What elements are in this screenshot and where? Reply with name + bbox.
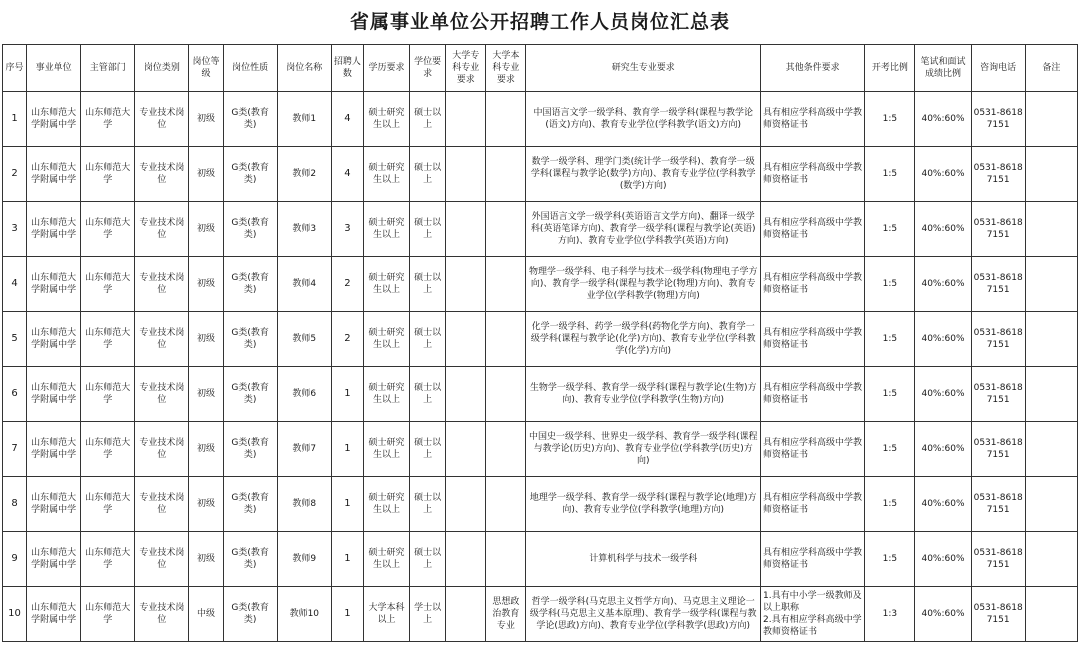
cell-level: 初级 (189, 367, 223, 422)
cell-grad-major: 物理学一级学科、电子科学与技术一级学科(物理电子学方向)、教育学一级学科(课程与教学论(物理)方向)、教育专业学位(学科教学(物理)方向) (526, 257, 761, 312)
cell-degree: 学士以上 (410, 587, 446, 642)
cell-no: 3 (3, 202, 27, 257)
cell-unit: 山东师范大学附属中学 (27, 367, 81, 422)
cell-score-ratio: 40%:60% (915, 587, 971, 642)
positions-table (2, 44, 1078, 642)
cell-grad-major: 外国语言文学一级学科(英语语言文学方向)、翻译一级学科(英语笔译方向)、教育学一级学科(课程与教学论(英语)方向)、教育专业学位(学科教学(英语)方向) (526, 202, 761, 257)
cell-note (1025, 312, 1077, 367)
cell-phone: 0531-86187151 (971, 147, 1025, 202)
cell-degree: 硕士以上 (410, 312, 446, 367)
cell-college-major (446, 202, 486, 257)
cell-unit: 山东师范大学附属中学 (27, 202, 81, 257)
cell-degree: 硕士以上 (410, 92, 446, 147)
cell-note (1025, 202, 1077, 257)
cell-nature: G类(教育类) (223, 367, 277, 422)
cell-note (1025, 147, 1077, 202)
cell-position-name: 教师7 (277, 422, 331, 477)
cell-undergrad-major (486, 422, 526, 477)
cell-education: 硕士研究生以上 (363, 422, 409, 477)
cell-college-major (446, 92, 486, 147)
cell-note (1025, 257, 1077, 312)
cell-score-ratio: 40%:60% (915, 367, 971, 422)
cell-nature: G类(教育类) (223, 422, 277, 477)
cell-education: 大学本科以上 (363, 587, 409, 642)
cell-level: 初级 (189, 312, 223, 367)
cell-phone: 0531-86187151 (971, 532, 1025, 587)
cell-no: 2 (3, 147, 27, 202)
column-header: 大学专科专业要求 (446, 45, 486, 92)
table-row (3, 422, 1078, 477)
cell-nature: G类(教育类) (223, 477, 277, 532)
cell-count: 1 (331, 422, 363, 477)
cell-count: 1 (331, 532, 363, 587)
cell-count: 4 (331, 147, 363, 202)
cell-unit: 山东师范大学附属中学 (27, 92, 81, 147)
cell-other-requirements: 具有相应学科高级中学教师资格证书 (761, 422, 865, 477)
cell-dept: 山东师范大学 (81, 587, 135, 642)
cell-education: 硕士研究生以上 (363, 367, 409, 422)
cell-other-requirements: 具有相应学科高级中学教师资格证书 (761, 147, 865, 202)
cell-no: 9 (3, 532, 27, 587)
cell-undergrad-major: 思想政治教育专业 (486, 587, 526, 642)
cell-note (1025, 587, 1077, 642)
column-header: 大学本科专业要求 (486, 45, 526, 92)
cell-undergrad-major (486, 477, 526, 532)
cell-grad-major: 生物学一级学科、教育学一级学科(课程与教学论(生物)方向)、教育专业学位(学科教学(生物)方向) (526, 367, 761, 422)
cell-education: 硕士研究生以上 (363, 312, 409, 367)
cell-nature: G类(教育类) (223, 202, 277, 257)
cell-count: 1 (331, 587, 363, 642)
cell-undergrad-major (486, 202, 526, 257)
table-row (3, 587, 1078, 642)
cell-college-major (446, 422, 486, 477)
cell-grad-major: 计算机科学与技术一级学科 (526, 532, 761, 587)
cell-education: 硕士研究生以上 (363, 532, 409, 587)
cell-exam-ratio: 1:5 (865, 477, 915, 532)
cell-nature: G类(教育类) (223, 532, 277, 587)
cell-other-requirements: 具有相应学科高级中学教师资格证书 (761, 312, 865, 367)
cell-college-major (446, 257, 486, 312)
column-header: 岗位名称 (277, 45, 331, 92)
cell-no: 6 (3, 367, 27, 422)
cell-exam-ratio: 1:5 (865, 92, 915, 147)
cell-degree: 硕士以上 (410, 367, 446, 422)
cell-exam-ratio: 1:5 (865, 532, 915, 587)
table-row (3, 257, 1078, 312)
cell-category: 专业技术岗位 (135, 477, 189, 532)
cell-unit: 山东师范大学附属中学 (27, 312, 81, 367)
cell-level: 初级 (189, 92, 223, 147)
cell-grad-major: 数学一级学科、理学门类(统计学一级学科)、教育学一级学科(课程与教学论(数学)方向)、教育专业学位(学科教学(数学)方向) (526, 147, 761, 202)
cell-score-ratio: 40%:60% (915, 202, 971, 257)
cell-phone: 0531-86187151 (971, 202, 1025, 257)
cell-count: 3 (331, 202, 363, 257)
cell-position-name: 教师4 (277, 257, 331, 312)
column-header: 岗位类别 (135, 45, 189, 92)
cell-no: 7 (3, 422, 27, 477)
cell-dept: 山东师范大学 (81, 147, 135, 202)
cell-other-requirements: 具有相应学科高级中学教师资格证书 (761, 202, 865, 257)
cell-position-name: 教师2 (277, 147, 331, 202)
column-header: 其他条件要求 (761, 45, 865, 92)
cell-note (1025, 532, 1077, 587)
cell-degree: 硕士以上 (410, 532, 446, 587)
cell-phone: 0531-86187151 (971, 367, 1025, 422)
cell-nature: G类(教育类) (223, 312, 277, 367)
cell-grad-major: 地理学一级学科、教育学一级学科(课程与教学论(地理)方向)、教育专业学位(学科教学(地理)方向) (526, 477, 761, 532)
cell-level: 初级 (189, 532, 223, 587)
cell-unit: 山东师范大学附属中学 (27, 147, 81, 202)
cell-level: 初级 (189, 477, 223, 532)
cell-category: 专业技术岗位 (135, 257, 189, 312)
cell-undergrad-major (486, 532, 526, 587)
table-row (3, 532, 1078, 587)
cell-score-ratio: 40%:60% (915, 477, 971, 532)
cell-score-ratio: 40%:60% (915, 532, 971, 587)
cell-note (1025, 92, 1077, 147)
cell-count: 1 (331, 367, 363, 422)
cell-position-name: 教师1 (277, 92, 331, 147)
cell-count: 1 (331, 477, 363, 532)
cell-education: 硕士研究生以上 (363, 477, 409, 532)
cell-exam-ratio: 1:5 (865, 202, 915, 257)
cell-exam-ratio: 1:5 (865, 147, 915, 202)
page-title: 省属事业单位公开招聘工作人员岗位汇总表 (349, 11, 730, 33)
column-header: 笔试和面试成绩比例 (915, 45, 971, 92)
cell-level: 初级 (189, 202, 223, 257)
column-header: 备注 (1025, 45, 1077, 92)
cell-count: 2 (331, 257, 363, 312)
cell-nature: G类(教育类) (223, 587, 277, 642)
table-row (3, 147, 1078, 202)
cell-category: 专业技术岗位 (135, 202, 189, 257)
cell-undergrad-major (486, 367, 526, 422)
cell-phone: 0531-86187151 (971, 477, 1025, 532)
cell-category: 专业技术岗位 (135, 147, 189, 202)
cell-note (1025, 367, 1077, 422)
cell-position-name: 教师5 (277, 312, 331, 367)
cell-phone: 0531-86187151 (971, 587, 1025, 642)
cell-dept: 山东师范大学 (81, 92, 135, 147)
cell-dept: 山东师范大学 (81, 367, 135, 422)
cell-degree: 硕士以上 (410, 477, 446, 532)
cell-phone: 0531-86187151 (971, 312, 1025, 367)
cell-level: 初级 (189, 257, 223, 312)
cell-unit: 山东师范大学附属中学 (27, 422, 81, 477)
cell-dept: 山东师范大学 (81, 422, 135, 477)
cell-category: 专业技术岗位 (135, 367, 189, 422)
cell-position-name: 教师3 (277, 202, 331, 257)
cell-degree: 硕士以上 (410, 202, 446, 257)
table-body (3, 92, 1078, 642)
cell-dept: 山东师范大学 (81, 532, 135, 587)
cell-no: 8 (3, 477, 27, 532)
cell-college-major (446, 477, 486, 532)
cell-position-name: 教师9 (277, 532, 331, 587)
cell-other-requirements: 具有相应学科高级中学教师资格证书 (761, 367, 865, 422)
cell-no: 5 (3, 312, 27, 367)
cell-college-major (446, 367, 486, 422)
cell-college-major (446, 147, 486, 202)
cell-score-ratio: 40%:60% (915, 92, 971, 147)
cell-other-requirements: 具有相应学科高级中学教师资格证书 (761, 477, 865, 532)
cell-degree: 硕士以上 (410, 422, 446, 477)
column-header: 咨询电话 (971, 45, 1025, 92)
cell-exam-ratio: 1:5 (865, 422, 915, 477)
cell-category: 专业技术岗位 (135, 532, 189, 587)
cell-score-ratio: 40%:60% (915, 257, 971, 312)
column-header: 岗位性质 (223, 45, 277, 92)
cell-nature: G类(教育类) (223, 92, 277, 147)
cell-score-ratio: 40%:60% (915, 147, 971, 202)
cell-unit: 山东师范大学附属中学 (27, 477, 81, 532)
cell-undergrad-major (486, 92, 526, 147)
cell-grad-major: 中国语言文学一级学科、教育学一级学科(课程与教学论(语文)方向)、教育专业学位(学科教学(语文)方向) (526, 92, 761, 147)
cell-category: 专业技术岗位 (135, 312, 189, 367)
cell-level: 初级 (189, 422, 223, 477)
cell-college-major (446, 532, 486, 587)
cell-unit: 山东师范大学附属中学 (27, 532, 81, 587)
cell-nature: G类(教育类) (223, 147, 277, 202)
cell-education: 硕士研究生以上 (363, 92, 409, 147)
cell-position-name: 教师8 (277, 477, 331, 532)
cell-exam-ratio: 1:5 (865, 367, 915, 422)
table-row (3, 202, 1078, 257)
cell-exam-ratio: 1:5 (865, 312, 915, 367)
cell-dept: 山东师范大学 (81, 477, 135, 532)
column-header: 开考比例 (865, 45, 915, 92)
cell-note (1025, 422, 1077, 477)
column-header: 招聘人数 (331, 45, 363, 92)
cell-college-major (446, 312, 486, 367)
cell-unit: 山东师范大学附属中学 (27, 587, 81, 642)
column-header: 学位要求 (410, 45, 446, 92)
column-header: 研究生专业要求 (526, 45, 761, 92)
cell-grad-major: 哲学一级学科(马克思主义哲学方向)、马克思主义理论一级学科(马克思主义基本原理)、教育学一级学科(课程与教学论(思政)方向)、教育专业学位(学科教学(思政)方向) (526, 587, 761, 642)
cell-dept: 山东师范大学 (81, 257, 135, 312)
cell-undergrad-major (486, 147, 526, 202)
column-header: 事业单位 (27, 45, 81, 92)
cell-no: 1 (3, 92, 27, 147)
cell-college-major (446, 587, 486, 642)
cell-score-ratio: 40%:60% (915, 312, 971, 367)
cell-degree: 硕士以上 (410, 147, 446, 202)
cell-exam-ratio: 1:5 (865, 257, 915, 312)
cell-dept: 山东师范大学 (81, 202, 135, 257)
cell-category: 专业技术岗位 (135, 587, 189, 642)
cell-other-requirements: 具有相应学科高级中学教师资格证书 (761, 532, 865, 587)
cell-dept: 山东师范大学 (81, 312, 135, 367)
cell-other-requirements: 1.具有中小学一级教师及以上职称 2.具有相应学科高级中学教师资格证书 (761, 587, 865, 642)
cell-degree: 硕士以上 (410, 257, 446, 312)
table-row (3, 367, 1078, 422)
column-header: 序号 (3, 45, 27, 92)
cell-level: 中级 (189, 587, 223, 642)
table-row (3, 477, 1078, 532)
cell-count: 4 (331, 92, 363, 147)
cell-position-name: 教师10 (277, 587, 331, 642)
cell-no: 4 (3, 257, 27, 312)
cell-other-requirements: 具有相应学科高级中学教师资格证书 (761, 257, 865, 312)
cell-unit: 山东师范大学附属中学 (27, 257, 81, 312)
cell-other-requirements: 具有相应学科高级中学教师资格证书 (761, 92, 865, 147)
cell-phone: 0531-86187151 (971, 257, 1025, 312)
cell-category: 专业技术岗位 (135, 422, 189, 477)
table-row (3, 312, 1078, 367)
cell-phone: 0531-86187151 (971, 422, 1025, 477)
cell-grad-major: 中国史一级学科、世界史一级学科、教育学一级学科(课程与教学论(历史)方向)、教育专业学位(学科教学(历史)方向) (526, 422, 761, 477)
column-header: 学历要求 (363, 45, 409, 92)
cell-undergrad-major (486, 257, 526, 312)
cell-nature: G类(教育类) (223, 257, 277, 312)
cell-education: 硕士研究生以上 (363, 147, 409, 202)
cell-note (1025, 477, 1077, 532)
cell-exam-ratio: 1:3 (865, 587, 915, 642)
cell-education: 硕士研究生以上 (363, 202, 409, 257)
cell-category: 专业技术岗位 (135, 92, 189, 147)
table-row (3, 92, 1078, 147)
header-row (3, 45, 1078, 92)
cell-score-ratio: 40%:60% (915, 422, 971, 477)
cell-grad-major: 化学一级学科、药学一级学科(药物化学方向)、教育学一级学科(课程与教学论(化学)方向)、教育专业学位(学科教学(化学)方向) (526, 312, 761, 367)
cell-no: 10 (3, 587, 27, 642)
cell-education: 硕士研究生以上 (363, 257, 409, 312)
cell-undergrad-major (486, 312, 526, 367)
column-header: 岗位等级 (189, 45, 223, 92)
column-header: 主管部门 (81, 45, 135, 92)
cell-level: 初级 (189, 147, 223, 202)
cell-count: 2 (331, 312, 363, 367)
cell-phone: 0531-86187151 (971, 92, 1025, 147)
cell-position-name: 教师6 (277, 367, 331, 422)
